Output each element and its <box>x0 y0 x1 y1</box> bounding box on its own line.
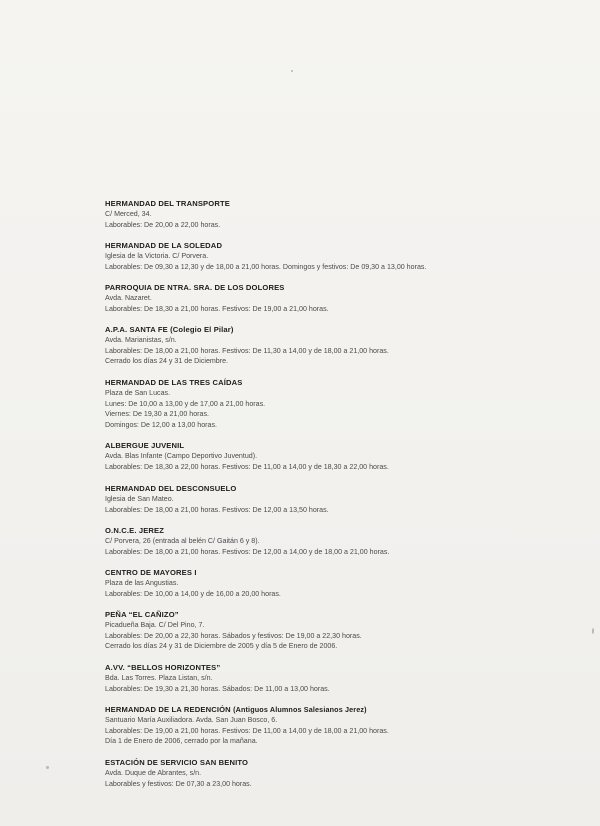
entry <box>105 241 426 272</box>
entry-title: ESTACIÓN DE SERVICIO SAN BENITO <box>105 758 249 767</box>
entry-line: Laborables: De 19,30 a 21,30 horas. Sábados: De 11,00 a 13,00 horas. <box>105 684 330 693</box>
entry-line: C/ Merced, 34. <box>105 210 152 218</box>
entry-line: C/ Porvera, 26 (entrada al belén C/ Gaitán 6 y 8). <box>105 537 260 545</box>
entry-line: Iglesia de la Victoria. C/ Porvera. <box>105 252 209 260</box>
entry-title: HERMANDAD DEL TRANSPORTE <box>105 199 230 208</box>
entry-line: Día 1 de Enero de 2006, cerrado por la mañana. <box>105 737 258 746</box>
entry-line: Laborables y festivos: De 07,30 a 23,00 horas. <box>105 779 252 788</box>
entry-line: Laborables: De 18,00 a 21,00 horas. Festivos: De 11,30 a 14,00 y de 18,00 a 21,00 horas. <box>105 346 389 355</box>
entry-title: ALBERGUE JUVENIL <box>105 441 185 450</box>
entry-line: Laborables: De 20,00 a 22,00 horas. <box>105 220 221 229</box>
entry <box>105 325 389 367</box>
entry-line: Iglesia de San Mateo. <box>105 495 174 503</box>
entry-line: Avda. Blas Infante (Campo Deportivo Juventud). <box>105 452 258 460</box>
entry-title-sub: (Antiguos Alumnos Salesianos Jerez) <box>233 705 367 714</box>
entry-title: PARROQUIA DE NTRA. SRA. DE LOS DOLORES <box>105 283 285 292</box>
entry-line: Laborables: De 18,30 a 22,00 horas. Festivos: De 11,00 a 14,00 y de 18,30 a 22,00 horas. <box>105 462 389 471</box>
entry-line: Avda. Marianistas, s/n. <box>105 336 177 344</box>
entry-line: Picadueña Baja. C/ Del Pino, 7. <box>105 621 205 629</box>
entry-title: A.P.A. SANTA FE (Colegio El Pilar) <box>105 325 234 334</box>
entry <box>105 610 362 652</box>
entry-line: Laborables: De 20,00 a 22,30 horas. Sábados y festivos: De 19,00 a 22,30 horas. <box>105 631 362 640</box>
entry-title: O.N.C.E. JEREZ <box>105 526 165 535</box>
paper-speck <box>291 70 293 72</box>
entry-line: Laborables: De 18,30 a 21,00 horas. Festivos: De 19,00 a 21,00 horas. <box>105 304 329 313</box>
entry-line: Viernes: De 19,30 a 21,00 horas. <box>105 410 209 419</box>
entry-line: Laborables: De 09,30 a 12,30 y de 18,00 a 21,00 horas. Domingos y festivos: De 09,30 a 13,00 horas. <box>105 262 427 271</box>
entry-line: Santuario María Auxiliadora. Avda. San Juan Bosco, 6. <box>105 716 278 724</box>
entry <box>105 758 252 789</box>
entry-line: Laborables: De 18,00 a 21,00 horas. Festivos: De 12,00 a 14,00 y de 18,00 a 21,00 horas. <box>105 547 390 556</box>
entry-line: Plaza de las Angustias. <box>105 579 179 587</box>
entry-title: HERMANDAD DE LA SOLEDAD <box>105 241 223 250</box>
entry-title: CENTRO DE MAYORES I <box>105 568 197 577</box>
entry-line: Laborables: De 18,00 a 21,00 horas. Festivos: De 12,00 a 13,50 horas. <box>105 505 329 514</box>
entry <box>105 663 330 694</box>
paper-speck <box>592 628 594 634</box>
entry-line: Cerrado los días 24 y 31 de Diciembre. <box>105 357 229 366</box>
entry-line: Laborables: De 19,00 a 21,00 horas. Festivos: De 11,00 a 14,00 y de 18,00 a 21,00 horas. <box>105 726 389 735</box>
entry <box>105 378 265 430</box>
entry-line: Avda. Duque de Abrantes, s/n. <box>105 769 202 777</box>
paper-speck <box>46 766 49 769</box>
entry-title: HERMANDAD DEL DESCONSUELO <box>105 484 237 493</box>
entry <box>105 199 230 230</box>
entry <box>105 526 389 557</box>
entry-line: Bda. Las Torres. Plaza Listan, s/n. <box>105 674 213 682</box>
entry-title: PEÑA “EL CAÑIZO” <box>105 610 179 619</box>
entry-line: Laborables: De 10,00 a 14,00 y de 16,00 a 20,00 horas. <box>105 589 281 598</box>
entry-line: Plaza de San Lucas. <box>105 389 171 397</box>
entry-title <box>105 705 389 714</box>
entry-line: Lunes: De 10,00 a 13,00 y de 17,00 a 21,00 horas. <box>105 399 266 408</box>
entry-line: Cerrado los días 24 y 31 de Diciembre de 2005 y día 5 de Enero de 2006. <box>105 642 338 651</box>
entry <box>105 568 281 599</box>
entry-title: HERMANDAD DE LAS TRES CAÍDAS <box>105 378 243 387</box>
entry-title: A.VV. “BELLOS HORIZONTES” <box>105 663 221 672</box>
entry-line: Domingos: De 12,00 a 13,00 horas. <box>105 420 217 429</box>
entry-line: Avda. Nazaret. <box>105 294 152 302</box>
entry <box>105 484 329 515</box>
entry <box>105 705 389 747</box>
entry <box>105 283 329 314</box>
entry-title-main: HERMANDAD DE LA REDENCIÓN <box>105 705 231 714</box>
entry <box>105 441 389 472</box>
